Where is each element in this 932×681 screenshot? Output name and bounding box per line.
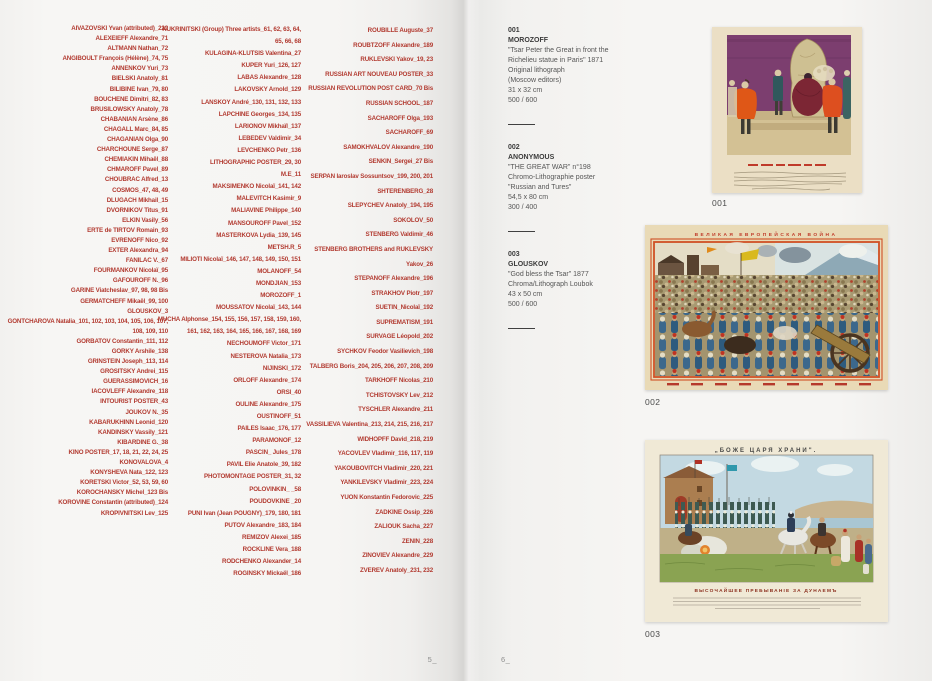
index-entry: EVRENOFF Nico_92 (111, 236, 168, 244)
lot-description-line: "THE GREAT WAR" n°198 (508, 164, 591, 171)
lot-description-line: "Russian and Tures" (508, 184, 572, 191)
index-entry: MUCHA Alphonse_154, 155, 156, 157, 158, 159, 160, 161, 162, 163, 164, 165, 166, 167, 168, 169 (157, 316, 301, 336)
lot-artist: MOROZOFF (508, 37, 549, 44)
index-entry: GORBATOV Constantin_111, 112 (76, 337, 168, 345)
index-entry: KINO POSTER_17, 18, 21, 22, 24, 25 (68, 448, 168, 456)
index-entry: GERMATCHEFF Mikaël_99, 100 (80, 297, 168, 305)
index-entry: LABAS Alexandre_128 (237, 74, 301, 82)
index-entry: ORSI_40 (276, 388, 301, 396)
crowd-mass (655, 275, 878, 317)
index-entry: SERPAN Iaroslav Sossuntsov_199, 200, 201 (310, 172, 433, 180)
index-entry: RUSSIAN SCHOOL_187 (365, 99, 433, 107)
index-entry: SACHAROFF_69 (385, 129, 433, 137)
index-entry: KONYSHEVA Nata_122, 123 (90, 469, 168, 477)
index-entry: PARAMONOF_12 (252, 437, 301, 445)
index-entry: TARKHOFF Nicolas_210 (364, 377, 433, 385)
lot-number: 001 (508, 27, 520, 34)
index-entry: ANNENKOV Yuri_73 (111, 65, 168, 73)
lot-003 (508, 250, 660, 329)
index-entry: DVORNIKOV Titus_91 (106, 206, 168, 214)
index-entry: KIBARDINE G._38 (117, 438, 168, 446)
index-entry: PUNI Ivan (Jean POUGNY)_179, 180, 181 (187, 509, 301, 517)
index-entry: SUETIN_Nicolaï_192 (375, 304, 433, 312)
divider (508, 231, 535, 232)
index-entry: KULAGINA-KLUTSIS Valentina_27 (204, 50, 301, 58)
index-entry: FANILAC V._67 (125, 257, 168, 265)
lot-artist: GLOUSKOV (508, 261, 549, 268)
index-entry: ROUBTZOFF Alexandre_189 (353, 41, 433, 49)
lot-description-line: Chroma/Lithograph Loubok (508, 281, 593, 288)
lot-description-line: "God bless the Tsar" 1877 (508, 271, 589, 278)
index-entry: RODCHENKO Alexander_14 (222, 558, 301, 566)
index-entry: POLOVINKIN_ _58 (249, 485, 301, 493)
index-entry: KONOVALOVA_4 (119, 459, 168, 467)
poster-banner-title: ВЕЛИКАЯ ЕВРОПЕЙСКАЯ ВОЙНА (694, 233, 838, 238)
index-entry: KABARUKHINN Leonid_120 (89, 418, 168, 426)
index-entry: WIDHOPFF David_218, 219 (357, 435, 433, 443)
index-entry: JOUKOV N._35 (125, 408, 168, 416)
divider (508, 124, 535, 125)
lot-description-line: "Tsar Peter the Great in front the (508, 47, 609, 54)
index-entry: PAVIL Elie Anatole_39, 182 (226, 461, 301, 469)
index-entry: RUSSIAN ART NOUVEAU POSTER_33 (325, 70, 433, 78)
index-entry: LAKOVSKY Arnold_129 (234, 86, 301, 94)
lot-description (508, 163, 660, 213)
index-entry: YANKILEVSKY Vladimir_223, 224 (340, 479, 433, 487)
battle-scene (655, 242, 878, 376)
index-entry: LAPCHINE Georges_134, 135 (218, 110, 301, 118)
index-entry: PAILES Isaac_176, 177 (237, 425, 301, 433)
index-entry: LEBEDEV Valdimir_34 (238, 134, 301, 142)
index-entry: MILIOTI Nicolaï_146, 147, 148, 149, 150, 151 (180, 255, 301, 263)
lot-description (508, 46, 660, 106)
index-entry: MANSOUROFF Pavel_152 (228, 219, 301, 227)
index-entry: MONDJIAN_153 (256, 279, 301, 287)
loubok-title-top: „БОЖЕ ЦАРЯ ХРАНИ". (714, 448, 818, 454)
index-entry: STENBERG Valdimir_46 (365, 231, 433, 239)
index-entry: MOROZOFF_1 (260, 292, 301, 300)
index-entry: CHABANIAN Arsène_86 (100, 115, 168, 123)
index-entry: METSH.R_5 (267, 243, 301, 251)
red-flag (695, 460, 702, 464)
index-entry: CHAGANIAN Olga_90 (106, 136, 168, 144)
index-entry: KROPIVNITSKI Lev_125 (100, 509, 168, 517)
index-entry: SLEPYCHEV Anatoly_194, 195 (347, 202, 433, 210)
index-entry: ELKIN Vasily_56 (122, 216, 168, 224)
index-entry: ANGIBOULT François (Hélène)_74, 75 (62, 55, 168, 63)
index-entry: SENKIN_Sergei_27 Bis (368, 158, 433, 166)
lot-number: 002 (508, 144, 520, 151)
lot-number: 003 (508, 251, 520, 258)
maroon-cloak (792, 78, 824, 116)
index-entry: ZADKINE Ossip_226 (375, 508, 433, 516)
lot-description-line: (Moscow editors) (508, 77, 562, 84)
index-entry: SUPREMATISM_191 (376, 318, 433, 326)
index-entry: GUERASSIMOVICH_16 (103, 378, 168, 386)
index-entry: GONTCHAROVA Natalia_101, 102, 103, 104, 105, 106, 107, 108, 109, 110 (7, 317, 168, 335)
index-entry: GLOUSKOV_3 (127, 307, 168, 315)
index-entry: ERTE de TIRTOV Romain_93 (87, 226, 168, 234)
lot-description-line: Chromo-Lithographie poster (508, 174, 596, 181)
index-entry: POUDOVKINE _20 (249, 497, 301, 505)
index-entry: GAFOUROFF N._96 (112, 277, 168, 285)
index-entry: SURVAGE Léopold_202 (366, 333, 433, 341)
page-number-right: 6_ (501, 655, 511, 664)
index-entry: COSMOS_47, 48, 49 (112, 186, 168, 194)
divider (508, 328, 535, 329)
index-entry: PUTOV Alexandre_183, 184 (224, 521, 301, 529)
index-entry: MOUSSATOV Nicolaï_143, 144 (216, 304, 301, 312)
index-entry: ZVEREV Anatoly_231, 232 (359, 566, 433, 574)
index-column-3 (288, 24, 433, 579)
index-entry: REMIZOV Alexei_185 (242, 533, 301, 541)
lot-description-line: 500 / 600 (508, 97, 538, 104)
index-entry: KANDINSKY Vassily_121 (98, 428, 168, 436)
index-entry: ROCKLINE Vera_188 (242, 546, 301, 554)
artwork-caption: 003 (645, 629, 661, 639)
index-entry: LARIONOV Mikhaïl_137 (234, 122, 301, 130)
lot-description-line: Original lithograph (508, 67, 565, 74)
lot-list (508, 26, 660, 329)
index-entry: LANSKOY André_130, 131, 132, 133 (201, 98, 301, 106)
index-entry: PASCIN_ Jules_178 (245, 449, 301, 457)
index-entry: VASSILIEVA Valentina_213, 214, 215, 216, 217 (306, 421, 433, 429)
index-entry: RUKLEVSKI Yakov_19, 23 (360, 56, 433, 64)
index-entry: M.E_11 (280, 171, 301, 179)
index-entry: TALBERG Boris_204, 205, 206, 207, 208, 209 (309, 362, 433, 370)
index-entry: SYCHKOV Feodor Vasilievich_198 (337, 348, 433, 356)
lot-description-line: 43 x 50 cm (508, 291, 543, 298)
index-entry: BOUCHENE Dimitri_82, 83 (94, 95, 168, 103)
loubok-title-bottom: ВЫСОЧАЙШЕЕ ПРЕБЫВАНІЕ ЗА ДУНАЕМЪ (694, 589, 838, 594)
index-entry: KOROCHANSKY Michel_123 Bis (76, 489, 168, 497)
index-entry: NECHOUMOFF Victor_171 (226, 340, 301, 348)
index-entry: STENBERG BROTHERS and RUKLEVSKY Yakov_26 (314, 245, 433, 268)
lot-description-line: 500 / 600 (508, 301, 538, 308)
index-entry: ROUBILLE Auguste_37 (367, 27, 433, 34)
index-entry: BIELSKI Anatoly_81 (111, 75, 168, 83)
index-entry: BRUSILOWSKY Anatoly_78 (90, 105, 168, 113)
index-entry: NESTEROVA Natalia_173 (230, 352, 301, 360)
index-entry: OUSTINOFF_51 (256, 413, 301, 420)
index-column-2 (156, 24, 301, 580)
index-entry: KORETSKI Victor_52, 53, 59, 60 (80, 479, 168, 487)
index-entry: FOURMANKOV Nicolaï_95 (93, 267, 168, 275)
teal-flag (727, 465, 737, 471)
index-entry: SHTERENBERG_28 (377, 187, 433, 195)
index-entry: KUPER Yuri_126, 127 (241, 62, 301, 70)
index-entry: LITHOGRAPHIC POSTER_29, 30 (210, 159, 301, 167)
artwork-003-thumbnail (645, 440, 888, 622)
index-entry: CHAGALL Marc_84, 85 (103, 125, 168, 133)
index-entry: CHEMIAKIN Mihaël_88 (104, 156, 168, 164)
artwork-002-thumbnail (645, 225, 888, 390)
index-entry: MOLANOFF_54 (257, 267, 301, 275)
index-entry: STRAKHOV Piotr_197 (371, 289, 433, 297)
index-entry: SAMOKHVALOV Alexandre_190 (343, 143, 433, 151)
index-entry: YAKOUBOVITCH Vladimir_220, 221 (334, 464, 433, 472)
artwork-caption: 002 (645, 397, 661, 407)
index-entry: PHOTOMONTAGE POSTER_31, 32 (204, 473, 301, 481)
index-entry: DLUGACH Mikhail_15 (106, 196, 168, 204)
index-entry: MASTERKOVA Lydia_139, 145 (216, 231, 301, 239)
lot-artist: ANONYMOUS (508, 154, 555, 161)
index-entry: CHARCHOUNE Serge_87 (96, 146, 168, 154)
index-entry: MALEVITCH Kasimir_9 (236, 195, 301, 203)
index-entry: SOKOLOV_50 (393, 216, 433, 224)
index-column-1 (4, 24, 168, 519)
index-entry: BILIBINE Ivan_79, 80 (109, 85, 168, 93)
index-entry: GROSITSKY Andrei_115 (100, 368, 168, 376)
index-entry: OULINE Alexandre_175 (235, 400, 301, 408)
index-entry: ALTMANN Nathan_72 (107, 45, 168, 53)
index-entry: GARINE Viatcheslav_97, 98, 98 Bis (70, 287, 168, 295)
index-entry: ORLOFF Alexandre_174 (233, 376, 301, 384)
index-entry: INTOURIST POSTER_43 (100, 398, 168, 406)
index-entry: NIJINSKI_172 (262, 364, 301, 372)
index-entry: IACOVLEFF Alexandre_118 (91, 388, 168, 396)
index-entry: AIVAZOVSKI Yvan (attributed)_222 (71, 25, 168, 32)
index-entry: TYSCHLER Alexandre_211 (358, 406, 433, 414)
index-entry: CHOUBRAC Alfred_13 (104, 176, 168, 184)
lot-002 (508, 143, 660, 232)
figure-left-pale (728, 87, 737, 117)
lot-description-line: 300 / 400 (508, 204, 538, 211)
index-entry: SACHAROFF Olga_193 (367, 114, 433, 122)
lot-description-line: Richelieu statue in Paris" 1871 (508, 57, 604, 64)
index-entry: LEVCHENKO Petr_136 (237, 146, 301, 154)
lot-description-line: 31 x 32 cm (508, 87, 543, 94)
index-entry: MAKSIMENKO Nicolaï_141, 142 (212, 183, 301, 191)
index-entry: MALIAVINE Philippe_140 (231, 207, 301, 215)
index-entry: ROGINSKY Mickaël_186 (233, 570, 301, 578)
index-entry: RUSSIAN REVOLUTION POST CARD_70 Bis (308, 85, 433, 93)
page-number-left: 5_ (427, 655, 437, 664)
index-entry: KOROVINE Constantin (attributed)_124 (58, 499, 168, 507)
artwork-caption: 001 (712, 198, 728, 208)
caption-red-row (667, 383, 871, 385)
index-entry: GRINSTEIN Joseph_113, 114 (87, 358, 168, 366)
artwork-001-thumbnail (712, 27, 862, 193)
index-entry: EXTER Alexandra_94 (108, 247, 168, 255)
index-entry: YUON Konstantin Fedorovic_225 (340, 494, 433, 501)
index-entry: KUKRINITSKI (Group) Three artists_61, 62, 63, 64, 65, 66, 68 (162, 26, 301, 46)
index-entry: YACOVLEV Vladimir_116, 117, 119 (337, 450, 433, 458)
lot-001 (508, 26, 660, 125)
index-entry: ZINOVIEV Alexandre_229 (362, 552, 433, 560)
index-entry: ZENIN_228 (402, 537, 433, 545)
lithograph-scene (727, 35, 851, 155)
lot-description-line: 54,5 x 80 cm (508, 194, 549, 201)
index-entry: CHMAROFF Pavel_89 (106, 166, 168, 174)
index-entry: GORKY Arshile_138 (111, 348, 168, 355)
index-entry: ALEXEIEFF Alexandre_71 (95, 35, 168, 43)
lot-description (508, 270, 660, 310)
index-entry: STEPANOFF Alexandre_196 (354, 275, 433, 283)
index-entry: ZALIOUK Sacha_227 (374, 523, 433, 531)
index-entry: TCHISTOVSKY Lev_212 (365, 391, 433, 399)
